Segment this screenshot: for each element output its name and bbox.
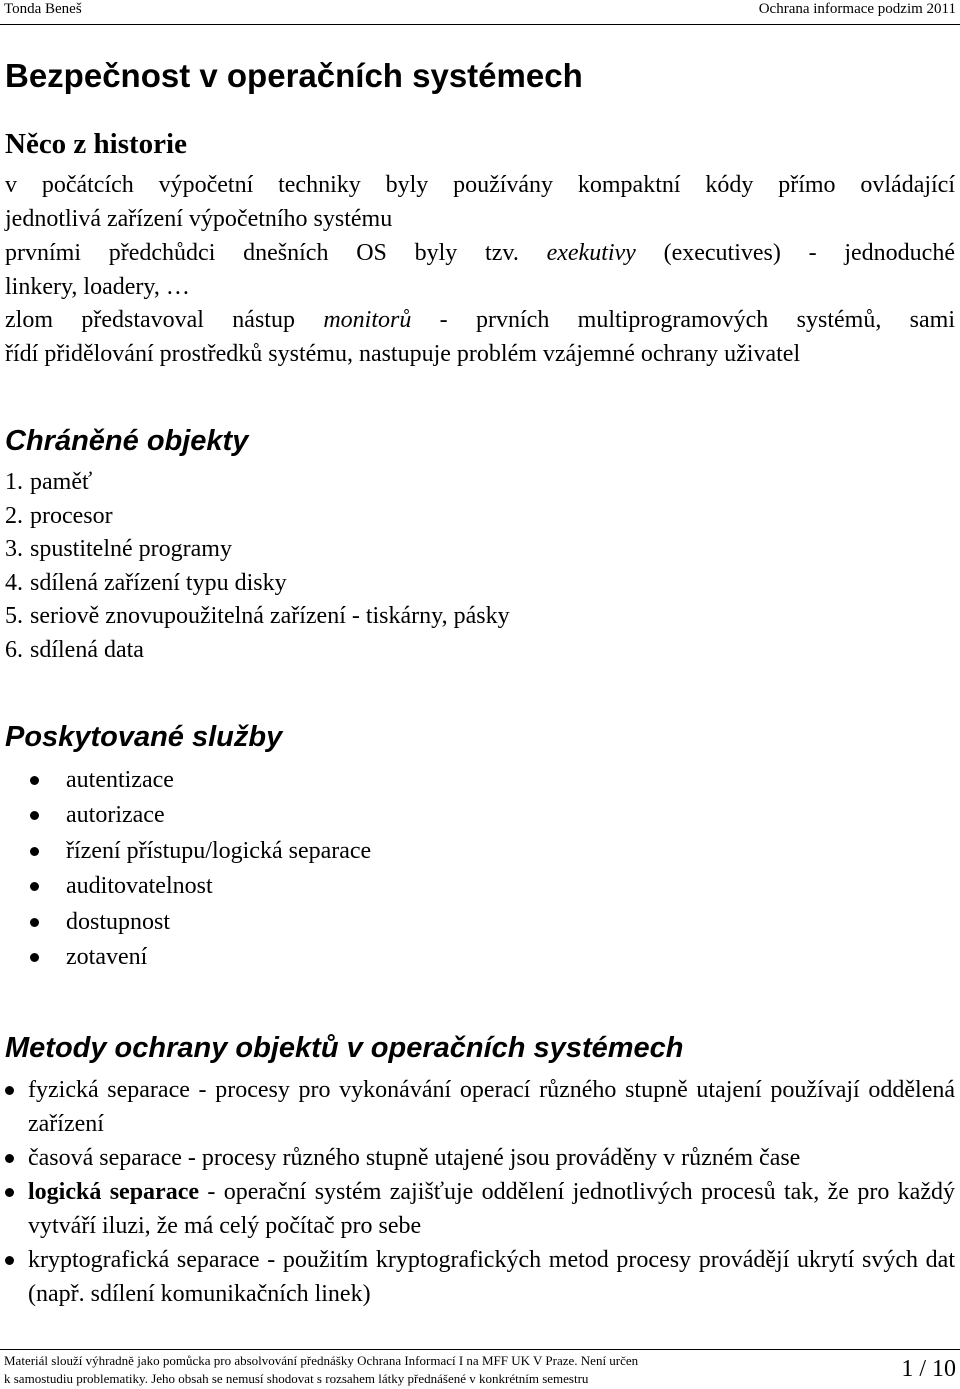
list-item-text: autorizace: [66, 802, 165, 829]
services-list: [30, 763, 371, 975]
list-item: [5, 533, 510, 567]
footer-line-1: Materiál slouží výhradně jako pomůcka pro absolvování přednášky Ochrana Informací I na MFF UK V Praze. Není určen: [4, 1353, 639, 1368]
protected-objects-heading: Chráněné objekty: [5, 425, 249, 457]
header-author: Tonda Beneš: [4, 1, 82, 17]
history-paragraph-1: [5, 168, 955, 202]
bullet-icon: [30, 882, 39, 891]
list-item-text: fyzická separace - procesy pro vykonávání operací různého stupně utajení používají oddělená zařízení: [28, 1077, 955, 1137]
list-item-text: auditovatelnost: [66, 873, 213, 900]
list-item: [5, 634, 510, 668]
bullet-icon: [5, 1086, 14, 1095]
page-number: 1 / 10: [901, 1356, 956, 1382]
list-number: 1.: [5, 469, 23, 495]
list-item-text: seriově znovupoužitelná zařízení - tiskárny, pásky: [30, 603, 510, 630]
list-item-text: paměť: [30, 469, 93, 495]
history-p3-emphasis: monitorů: [323, 307, 412, 333]
list-item-text: spustitelné programy: [30, 536, 232, 563]
bullet-icon: [5, 1154, 14, 1163]
methods-heading: Metody ochrany objektů v operačních systémech: [5, 1032, 684, 1064]
history-paragraph-1-cont: [5, 202, 955, 236]
list-item-text: zotavení: [66, 944, 148, 971]
list-item-text: sdílená data: [30, 636, 144, 663]
history-p2-line2: linkery, loadery, …: [5, 274, 190, 300]
list-number: 6.: [5, 636, 23, 663]
list-item: [5, 1175, 955, 1243]
history-p3-text-b: - prvních multiprogramových systémů, sami: [411, 307, 955, 333]
list-item-text: časová separace - procesy různého stupně utajené jsou prováděny v různém čase: [28, 1145, 801, 1171]
header-rule: [0, 24, 960, 25]
history-paragraph-2-cont: [5, 270, 955, 304]
bullet-icon: [30, 918, 39, 927]
history-paragraph-3: [5, 303, 955, 337]
history-p2-text-a: prvními předchůdci dnešních OS byly tzv.: [5, 240, 547, 266]
list-number: 4.: [5, 569, 23, 596]
history-heading: Něco z historie: [5, 128, 187, 160]
list-item-text: kryptografická separace - použitím kryptografických metod procesy provádějí ukrytí svých dat (např. sdílení komunikačních linek): [28, 1247, 955, 1307]
list-item: [30, 869, 371, 904]
history-p3-line2: řídí přidělování prostředků systému, nastupuje problém vzájemné ochrany uživatel: [5, 341, 801, 367]
bullet-icon: [30, 847, 39, 856]
protected-objects-list: [5, 466, 510, 668]
list-item: [30, 905, 371, 940]
methods-list: [5, 1073, 955, 1311]
list-item-text: dostupnost: [66, 908, 171, 935]
list-item-text: sdílená zařízení typu disky: [30, 569, 287, 596]
list-item: [5, 1243, 955, 1311]
footer-line-2: k samostudiu problematiky. Jeho obsah se nemusí shodovat s rozsahem látky přednášené v konkrétním semestru: [4, 1371, 589, 1386]
list-number: 3.: [5, 536, 23, 563]
list-item: [5, 500, 510, 534]
list-item: [30, 834, 371, 869]
services-heading: Poskytované služby: [5, 721, 283, 753]
list-number: 2.: [5, 502, 23, 529]
history-p1-line2: jednotlivá zařízení výpočetního systému: [5, 206, 393, 232]
list-item: [30, 763, 371, 798]
list-item-text: - operační systém zajišťuje oddělení jednotlivých procesů tak, že pro každý vytváří iluzi, že má celý počítač pro sebe: [28, 1179, 955, 1239]
list-item: [5, 600, 510, 634]
list-item-text: procesor: [30, 502, 113, 529]
list-number: 5.: [5, 603, 23, 630]
list-item-text: autentizace: [66, 767, 174, 793]
history-p3-text-a: zlom představoval nástup: [5, 307, 324, 333]
bullet-icon: [5, 1256, 14, 1265]
list-item: [30, 940, 371, 975]
footer-rule: [0, 1349, 960, 1350]
footer-note: [4, 1352, 724, 1388]
history-p1-line1: v počátcích výpočetní techniky byly používány kompaktní kódy přímo ovládající: [5, 172, 955, 198]
header-course: Ochrana informace podzim 2011: [758, 1, 956, 17]
bullet-icon: [30, 776, 39, 785]
list-item: [30, 798, 371, 833]
list-item: [5, 567, 510, 601]
list-item: [5, 1073, 955, 1141]
history-p2-text-b: (executives) - jednoduché: [635, 240, 955, 266]
list-item-text: řízení přístupu/logická separace: [66, 837, 372, 864]
history-paragraph-3-cont: [5, 337, 955, 371]
bullet-icon: [30, 953, 39, 962]
bullet-icon: [5, 1188, 14, 1197]
list-item: [5, 466, 510, 500]
bullet-icon: [30, 811, 39, 820]
list-item: [5, 1141, 955, 1175]
list-item-bold: logická separace: [28, 1179, 199, 1205]
history-paragraph-2: [5, 236, 955, 270]
history-p2-emphasis: exekutivy: [546, 240, 636, 266]
page-title: Bezpečnost v operačních systémech: [5, 57, 583, 94]
